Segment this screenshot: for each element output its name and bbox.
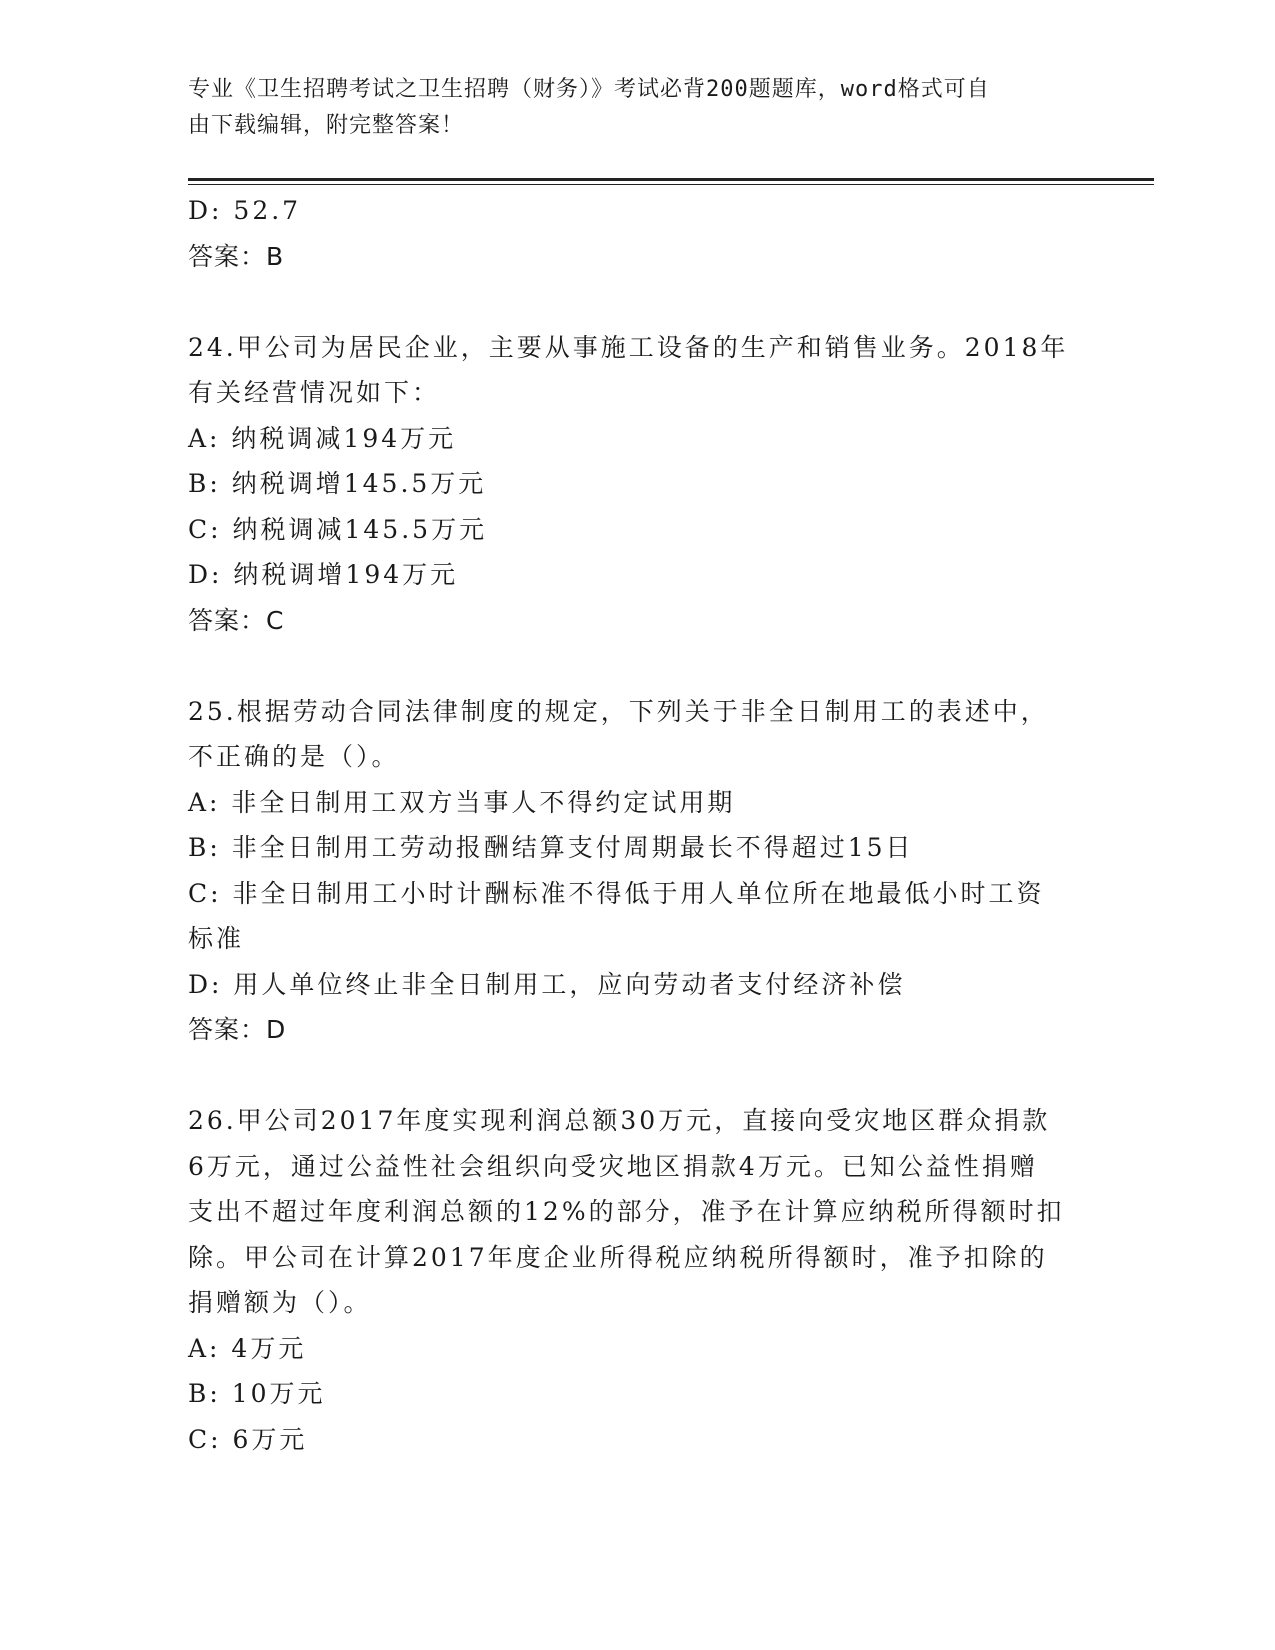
question-24 bbox=[188, 325, 1088, 644]
prev-answer: 答案：B bbox=[188, 241, 285, 271]
header-divider-thin bbox=[188, 184, 1154, 185]
question-stem-line: 26.甲公司2017年度实现利润总额30万元，直接向受灾地区群众捐款 bbox=[188, 1106, 1051, 1135]
question-stem-line: 支出不超过年度利润总额的12%的部分，准予在计算应纳税所得额时扣 bbox=[188, 1197, 1065, 1226]
option-b: B: 纳税调增145.5万元 bbox=[188, 469, 487, 498]
spacer bbox=[188, 279, 1088, 325]
option-c: C: 6万元 bbox=[188, 1424, 308, 1454]
answer: 答案：D bbox=[188, 1015, 287, 1044]
header-line-1: 专业《卫生招聘考试之卫生招聘（财务）》考试必背200题题库，word格式可自 bbox=[188, 77, 990, 102]
question-stem-line: 不正确的是（）。 bbox=[188, 742, 400, 771]
option-c: C: 纳税调减145.5万元 bbox=[188, 514, 488, 544]
spacer bbox=[188, 643, 1088, 689]
option-b: B: 非全日制用工劳动报酬结算支付周期最长不得超过15日 bbox=[188, 833, 914, 862]
option-d: D: 纳税调增194万元 bbox=[188, 560, 459, 589]
option-c: C: 非全日制用工小时计酬标准不得低于用人单位所在地最低小时工资 bbox=[188, 878, 1045, 908]
option-b: B: 10万元 bbox=[188, 1379, 326, 1408]
option-d: D: 用人单位终止非全日制用工，应向劳动者支付经济补偿 bbox=[188, 969, 906, 999]
question-stem-line: 有关经营情况如下： bbox=[188, 378, 441, 407]
question-stem-line: 24.甲公司为居民企业，主要从事施工设备的生产和销售业务。2018年 bbox=[188, 332, 1069, 362]
question-stem-line: 25.根据劳动合同法律制度的规定，下列关于非全日制用工的表述中， bbox=[188, 696, 1049, 726]
option-a: A: 非全日制用工双方当事人不得约定试用期 bbox=[188, 787, 736, 817]
answer: 答案：C bbox=[188, 605, 285, 635]
option-a: A: 纳税调减194万元 bbox=[188, 423, 457, 453]
question-stem-line: 6万元，通过公益性社会组织向受灾地区捐款4万元。已知公益性捐赠 bbox=[188, 1151, 1038, 1181]
page-header bbox=[188, 72, 1068, 144]
question-25 bbox=[188, 689, 1088, 1053]
spacer bbox=[188, 1053, 1088, 1099]
prev-option-d: D: 52.7 bbox=[188, 196, 302, 225]
header-line-2: 由下载编辑，附完整答案！ bbox=[188, 113, 465, 138]
option-c-continued: 标准 bbox=[188, 924, 245, 953]
question-stem-line: 捐赠额为（）。 bbox=[188, 1288, 372, 1317]
page-content bbox=[188, 188, 1088, 1462]
header-divider-thick bbox=[188, 178, 1154, 181]
question-stem-line: 除。甲公司在计算2017年度企业所得税应纳税所得额时，准予扣除的 bbox=[188, 1242, 1048, 1272]
question-26 bbox=[188, 1098, 1088, 1462]
option-a: A: 4万元 bbox=[188, 1333, 307, 1363]
